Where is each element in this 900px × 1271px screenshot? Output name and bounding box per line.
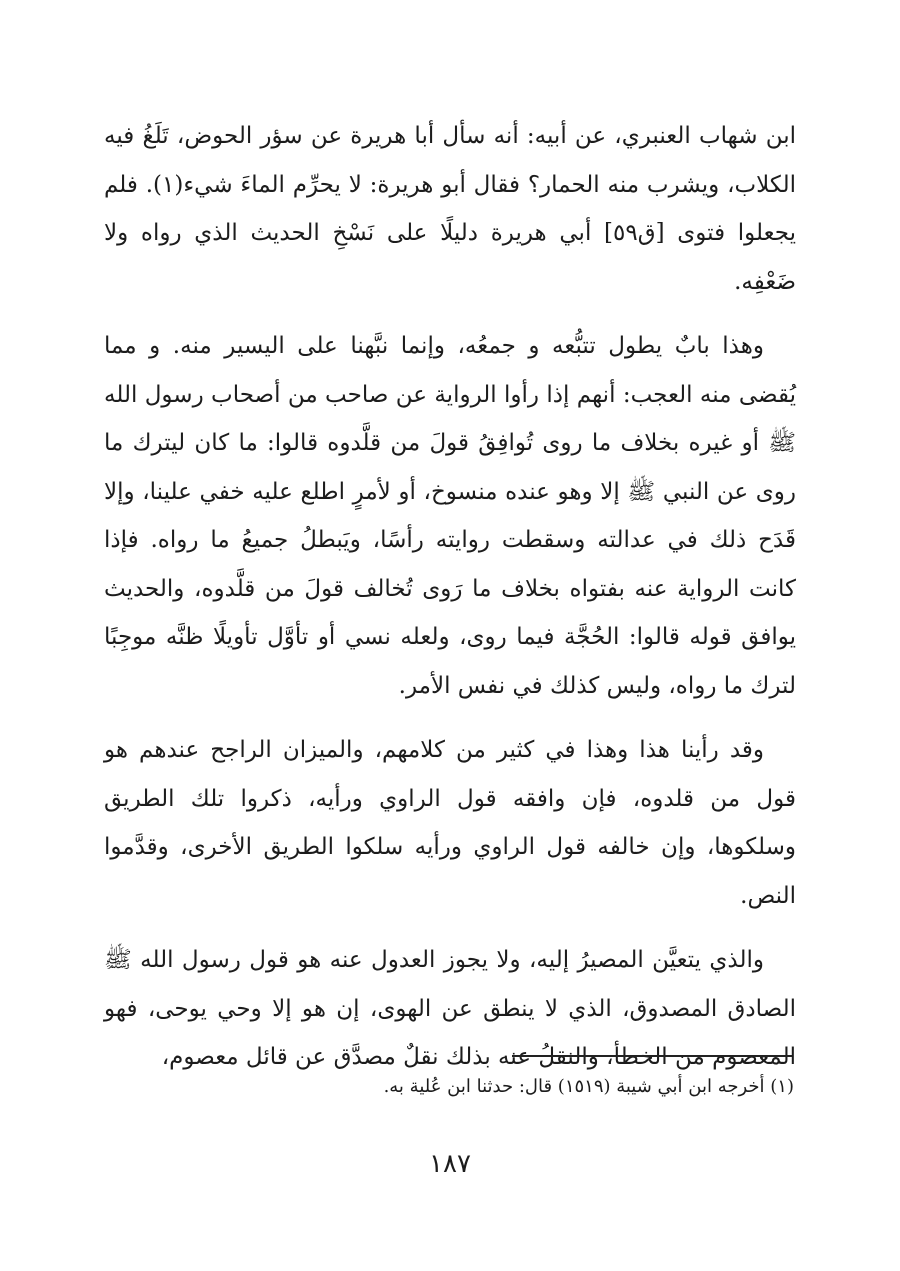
paragraph-2: وهذا بابٌ يطول تتبُّعه و جمعُه، وإنما نبَّهنا على اليسير منه. و مما يُقضى منه العجب: أنهم إذا رأوا الرواية عن صاحب من أصحاب رسول الله ﷺ أو غيره بخلاف ما روى تُوافِقُ قولَ من قلَّدوه قالوا: ما كان ليترك ما روى عن النبي ﷺ إلا وهو عنده منسوخ، أو لأمرٍ اطلع عليه خفي علينا، وإلا قَدَح ذلك في عدالته وسقطت روايته رأسًا، ويَبطلُ جميعُ ما رواه. فإذا كانت الرواية عنه بفتواه بخلاف ما رَوى تُخالف قولَ من قلَّدوه، والحديث يوافق قوله قالوا: الحُجَّة فيما روى، ولعله نسي أو تأوَّل تأويلًا ظنَّه موجِبًا لترك ما رواه، وليس كذلك في نفس الأمر. <box>104 333 796 699</box>
paragraph-1: ابن شهاب العنبري، عن أبيه: أنه سأل أبا هريرة عن سؤر الحوض، تَلَغُ فيه الكلاب، ويشرب منه الحمار؟ فقال أبو هريرة: لا يحرِّم الماءَ شيء(١). فلم يجعلوا فتوى [ق٥٩] أبي هريرة دليلًا على نَسْخِ الحديث الذي رواه ولا ضَعْفِه. <box>104 123 796 295</box>
main-text <box>104 112 796 1098</box>
footnote: (١) أخرجه ابن أبي شيبة (١٥١٩) قال: حدثنا ابن عُلية به. <box>383 1076 794 1097</box>
paragraph-3: وقد رأينا هذا وهذا في كثير من كلامهم، والميزان الراجح عندهم هو قول من قلدوه، فإن وافقه قول الراوي ورأيه، ذكروا تلك الطريق وسلكوها، وإن خالفه قول الراوي ورأيه سلكوا الطريق الأخرى، وقدَّموا النص. <box>104 737 796 909</box>
page-number: ١٨٧ <box>429 1149 471 1179</box>
footnote-divider <box>512 1055 792 1057</box>
paragraph-4: والذي يتعيَّن المصيرُ إليه، ولا يجوز العدول عنه هو قول رسول الله ﷺ الصادق المصدوق، الذي لا ينطق عن الهوى، إن هو إلا وحي يوحى، فهو المعصوم من الخطأ، والنقلُ عنه بذلك نقلٌ مصدَّق عن قائل معصوم، <box>104 947 796 1070</box>
